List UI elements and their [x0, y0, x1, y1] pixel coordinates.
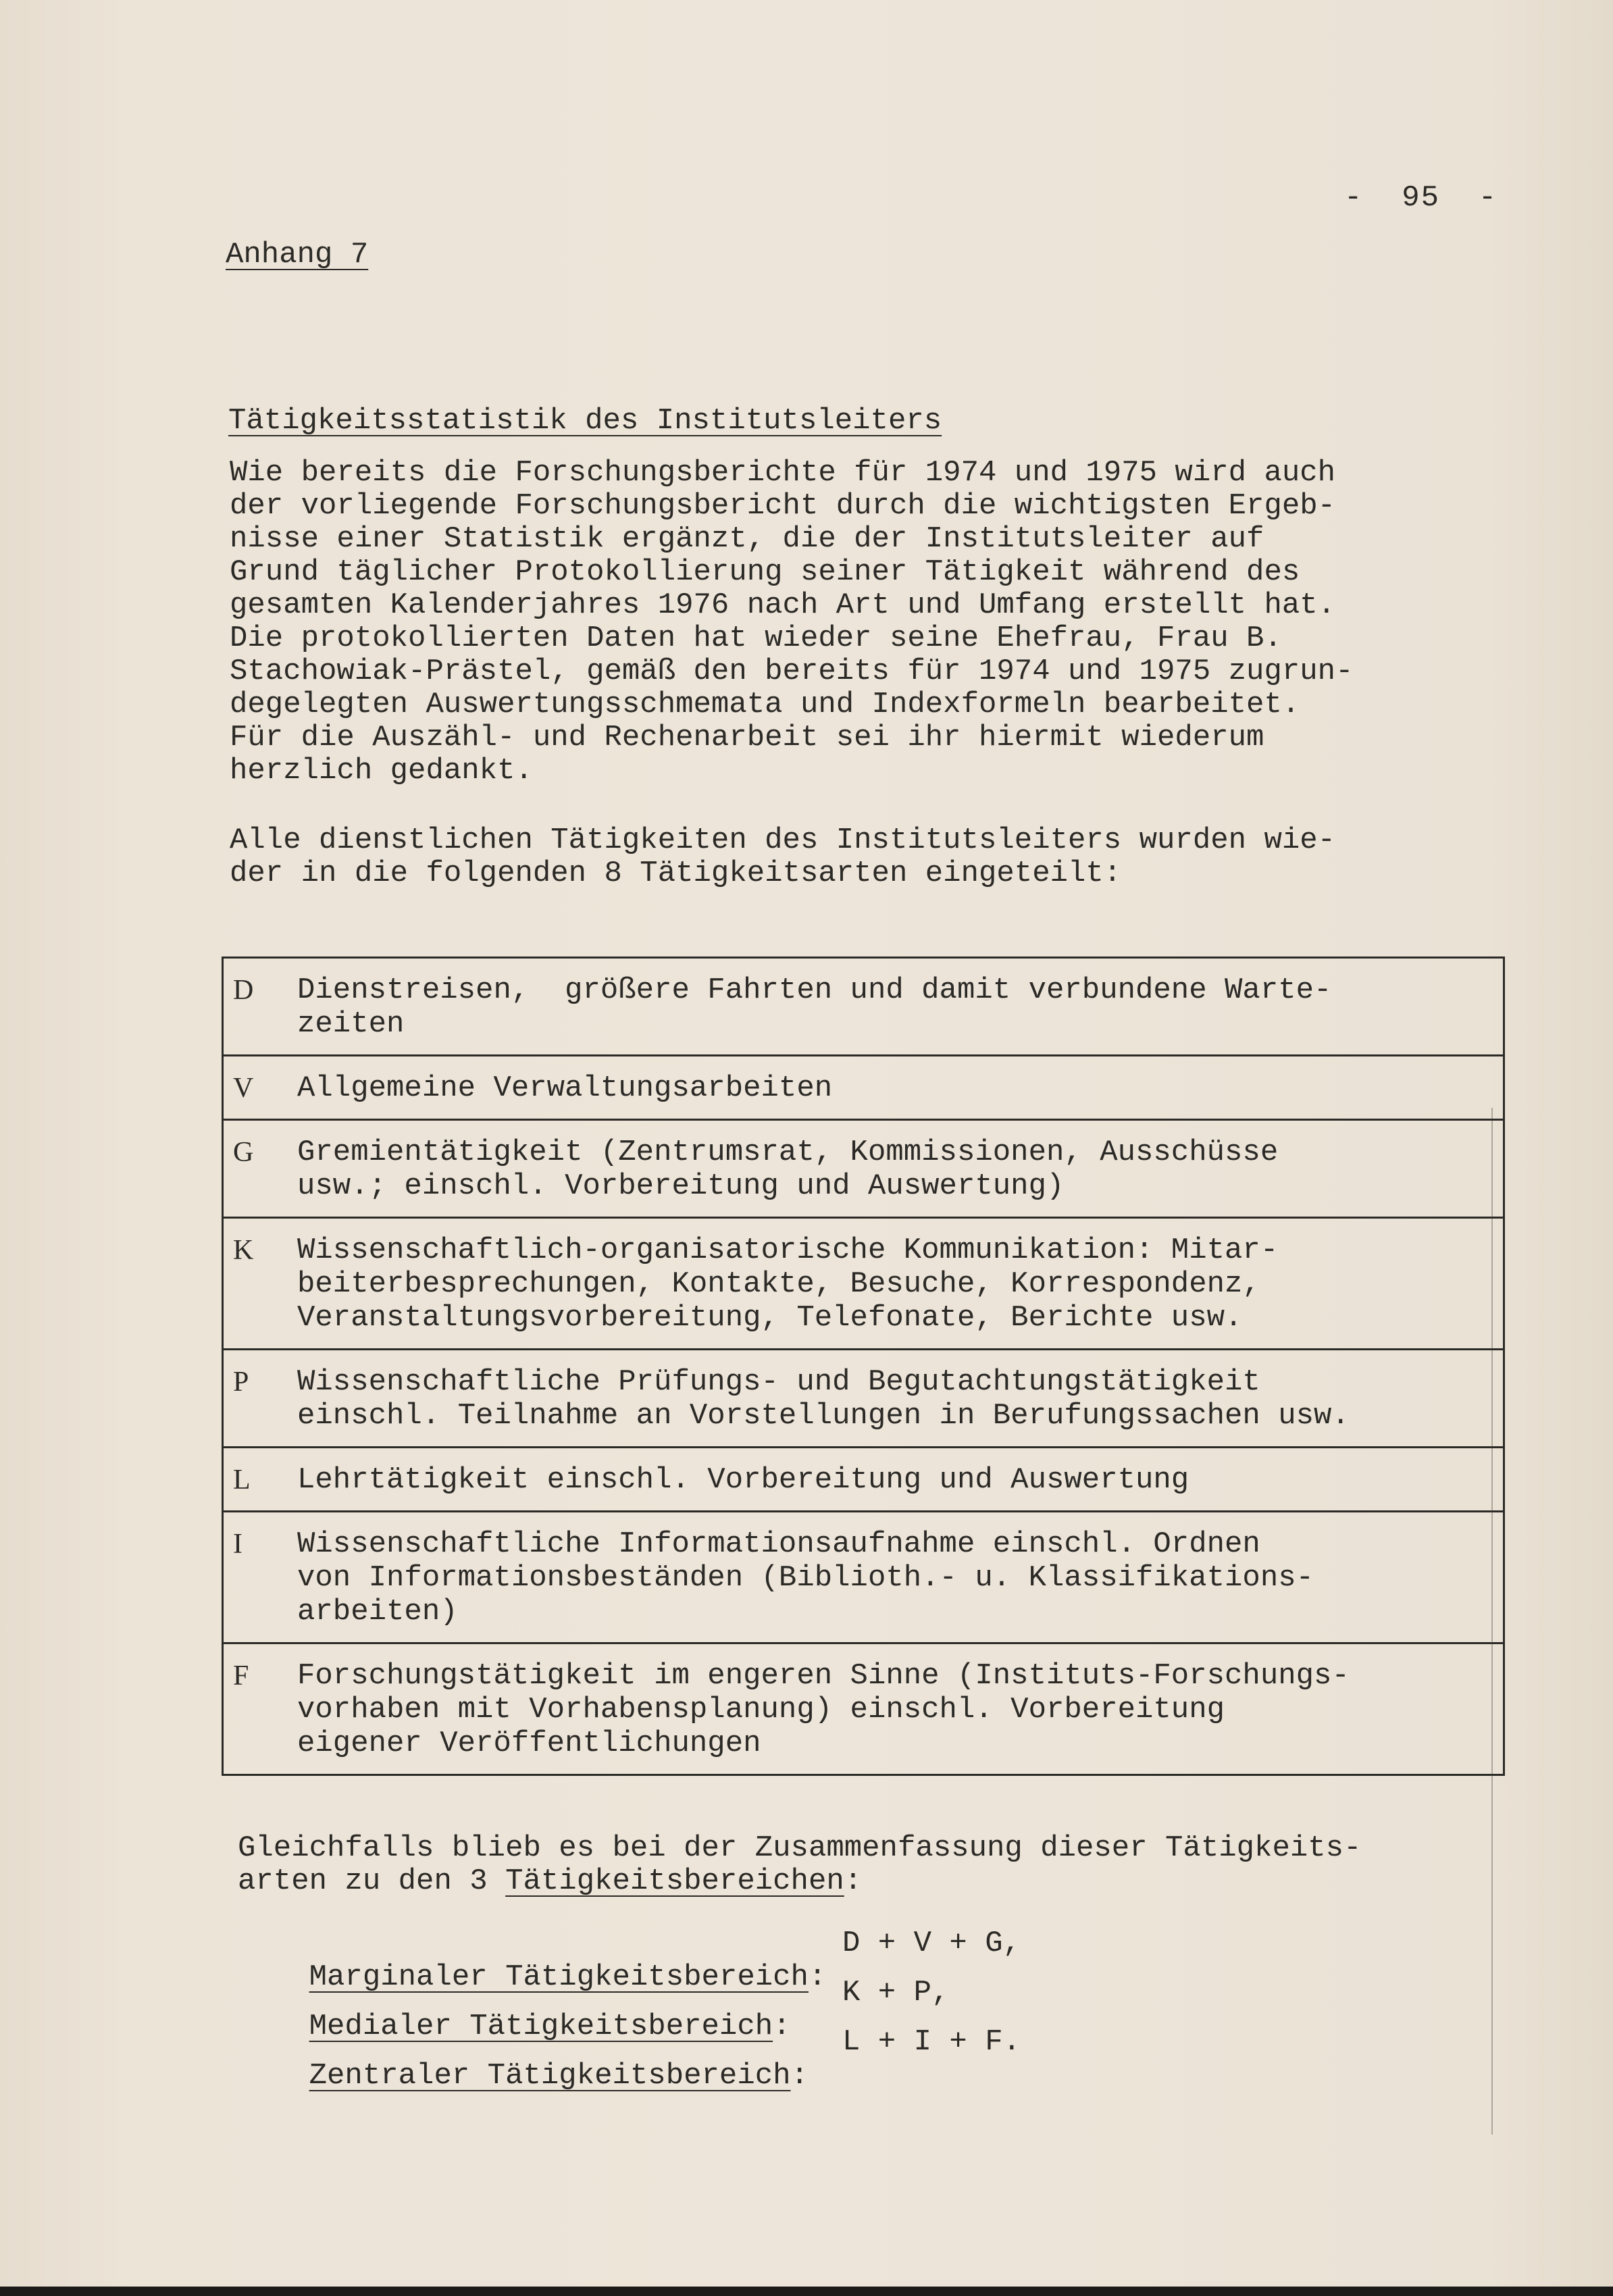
- text-fragment: :: [844, 1864, 863, 1898]
- text-line: usw.; einschl. Vorbereitung und Auswertung): [297, 1169, 1065, 1203]
- activity-code: P: [233, 1367, 249, 1398]
- activity-description: [297, 1233, 1503, 1335]
- activity-types-table: [222, 956, 1505, 1776]
- text-line: degelegten Auswertungsschmemata und Indexformeln bearbeitet.: [230, 688, 1300, 721]
- activity-description: [297, 1365, 1503, 1433]
- text-line: Wissenschaftliche Informationsaufnahme einschl. Ordnen: [297, 1527, 1260, 1561]
- activity-code: G: [233, 1137, 254, 1168]
- text-line: herzlich gedankt.: [230, 754, 533, 788]
- area-formula: K + P,: [842, 1976, 950, 2010]
- activity-row-v: [224, 1054, 1503, 1119]
- area-formula: D + V + G,: [842, 1927, 1021, 1960]
- text-line: Die protokollierten Daten hat wieder seine Ehefrau, Frau B.: [230, 621, 1282, 655]
- activity-row-p: [224, 1348, 1503, 1446]
- text-fragment: arten zu den 3: [238, 1864, 506, 1898]
- appendix-label: Anhang 7: [226, 238, 369, 272]
- activity-row-l: [224, 1446, 1503, 1510]
- text-line: Lehrtätigkeit einschl. Vorbereitung und Auswertung: [297, 1463, 1189, 1497]
- activity-description: [297, 1659, 1503, 1760]
- area-colon: :: [790, 2059, 809, 2093]
- text-line: Gleichfalls blieb es bei der Zusammenfassung dieser Tätigkeits-: [238, 1831, 1362, 1865]
- underlined-term: Tätigkeitsbereichen: [505, 1864, 844, 1898]
- activity-description: [297, 1527, 1503, 1629]
- activity-row-d: [224, 959, 1503, 1054]
- text-line: Gremientätigkeit (Zentrumsrat, Kommissionen, Ausschüsse: [297, 1136, 1279, 1169]
- page-number: - 95 -: [1344, 181, 1498, 215]
- text-line: Forschungstätigkeit im engeren Sinne (Instituts-Forschungs-: [297, 1659, 1350, 1693]
- text-line: einschl. Teilnahme an Vorstellungen in Berufungssachen usw.: [297, 1399, 1350, 1433]
- categories-intro-paragraph: [230, 824, 1513, 890]
- text-line: Veranstaltungsvorbereitung, Telefonate, Berichte usw.: [297, 1301, 1243, 1335]
- area-label: Zentraler Tätigkeitsbereich: [309, 2059, 791, 2093]
- activity-description: [297, 1071, 1503, 1105]
- text-line: Wie bereits die Forschungsberichte für 1974 und 1975 wird auch: [230, 456, 1336, 490]
- text-line: Alle dienstlichen Tätigkeiten des Institutsleiters wurden wie-: [230, 823, 1336, 857]
- activity-description: [297, 1463, 1503, 1497]
- area-colon: :: [773, 2010, 791, 2043]
- activity-row-g: [224, 1119, 1503, 1217]
- text-line: arbeiten): [297, 1595, 458, 1629]
- area-colon: :: [808, 1960, 827, 1994]
- text-line: Wissenschaftliche Prüfungs- und Begutachtungstätigkeit: [297, 1365, 1260, 1399]
- section-title: Tätigkeitsstatistik des Institutsleiters: [228, 404, 942, 438]
- summary-paragraph: [238, 1832, 1521, 1898]
- margin-rule: [1491, 1108, 1493, 2135]
- area-central: [238, 2025, 1021, 2160]
- area-label: Marginaler Tätigkeitsbereich: [309, 1960, 809, 1994]
- activity-code: K: [233, 1235, 254, 1266]
- text-line: eigener Veröffentlichungen: [297, 1727, 761, 1760]
- text-line: Wissenschaftlich-organisatorische Kommunikation: Mitar-: [297, 1233, 1279, 1267]
- text-line: Grund täglicher Protokollierung seiner Tätigkeit während des: [230, 555, 1300, 589]
- text-line: vorhaben mit Vorhabensplanung) einschl. Vorbereitung: [297, 1693, 1225, 1727]
- intro-paragraph: [230, 457, 1513, 788]
- activity-description: [297, 973, 1503, 1041]
- text-line: Für die Auszähl- und Rechenarbeit sei ihr hiermit wiederum: [230, 721, 1264, 755]
- area-label: Medialer Tätigkeitsbereich: [309, 2010, 773, 2043]
- activity-description: [297, 1136, 1503, 1203]
- text-line: der vorliegende Forschungsbericht durch die wichtigsten Ergeb-: [230, 489, 1336, 523]
- text-line: beiterbesprechungen, Kontakte, Besuche, Korrespondenz,: [297, 1267, 1260, 1301]
- text-line: gesamten Kalenderjahres 1976 nach Art und Umfang erstellt hat.: [230, 588, 1336, 622]
- text-line: zeiten: [297, 1007, 405, 1041]
- text-line: Stachowiak-Prästel, gemäß den bereits für 1974 und 1975 zugrun-: [230, 655, 1354, 688]
- activity-code: F: [233, 1660, 249, 1691]
- text-line: [238, 1865, 1521, 1898]
- activity-code: D: [233, 975, 254, 1006]
- area-formula: L + I + F.: [842, 2025, 1021, 2059]
- activity-code: I: [233, 1529, 242, 1560]
- text-line: Dienstreisen, größere Fahrten und damit verbundene Warte-: [297, 973, 1332, 1007]
- activity-code: V: [233, 1073, 254, 1104]
- text-line: von Informationsbeständen (Biblioth.- u. Klassifikations-: [297, 1561, 1314, 1595]
- activity-row-i: [224, 1510, 1503, 1642]
- activity-code: L: [233, 1464, 251, 1496]
- activity-row-k: [224, 1217, 1503, 1348]
- page-bottom-edge: [0, 2287, 1613, 2296]
- text-line: nisse einer Statistik ergänzt, die der Institutsleiter auf: [230, 522, 1264, 556]
- text-line: Allgemeine Verwaltungsarbeiten: [297, 1071, 833, 1105]
- activity-row-f: [224, 1642, 1503, 1774]
- text-line: der in die folgenden 8 Tätigkeitsarten eingeteilt:: [230, 857, 1122, 890]
